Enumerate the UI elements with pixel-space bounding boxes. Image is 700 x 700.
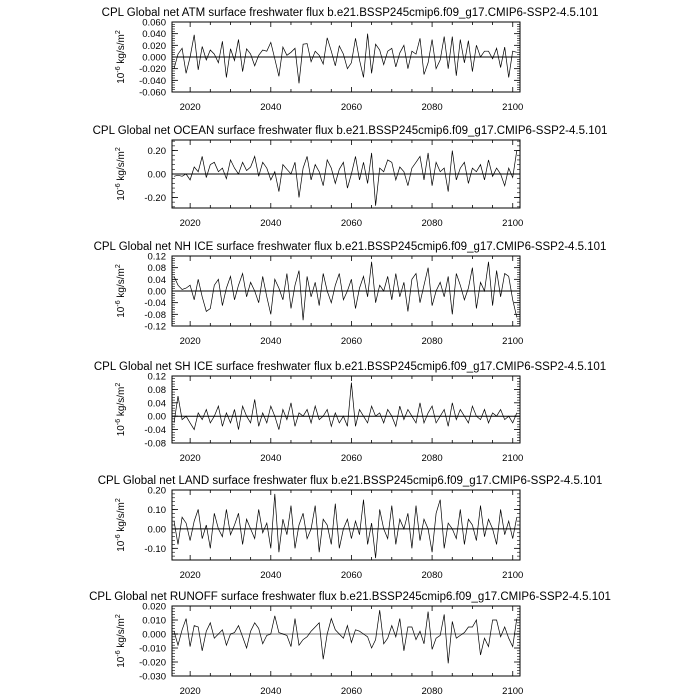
y-tick-label: -0.020	[139, 64, 166, 76]
series-line	[174, 34, 517, 84]
panel-title: CPL Global net OCEAN surface freshwater flux b.e21.BSSP245cmip6.f09_g17.CMIP6-SSP2-4.5.101	[92, 125, 608, 137]
plot-frame	[172, 606, 520, 676]
y-tick-label: 0.040	[142, 29, 166, 41]
x-tick-label: 2100	[502, 570, 524, 581]
y-tick-label: 0.10	[147, 504, 166, 516]
plot-frame	[172, 376, 520, 443]
x-tick-label: 2040	[260, 102, 282, 113]
x-tick-label: 2020	[179, 218, 201, 229]
x-tick-label: 2060	[340, 453, 363, 464]
x-tick-label: 2020	[179, 336, 201, 347]
panel-3	[94, 241, 607, 347]
y-tick-label: -0.020	[139, 657, 166, 669]
y-axis-label	[115, 614, 127, 668]
y-tick-label: 0.000	[142, 52, 166, 64]
x-tick-label: 2060	[340, 218, 363, 229]
panel-6	[89, 591, 611, 697]
ylabel-exponent: -6	[115, 183, 122, 190]
x-tick-label: 2020	[179, 453, 201, 464]
y-tick-label: -0.04	[144, 298, 166, 310]
x-tick-label: 2040	[260, 453, 282, 464]
ylabel-base: 10	[116, 72, 127, 84]
y-tick-label: 0.00	[147, 169, 166, 181]
panel-5	[98, 475, 603, 581]
y-tick-label: 0.020	[142, 40, 166, 52]
y-tick-label: -0.040	[139, 75, 166, 87]
x-tick-label: 2060	[340, 686, 363, 697]
y-tick-label: -0.060	[139, 87, 166, 99]
panel-title: CPL Global net LAND surface freshwater flux b.e21.BSSP245cmip6.f09_g17.CMIP6-SSP2-4.5.101	[97, 475, 603, 487]
y-axis-label	[115, 498, 127, 552]
ylabel-squared: 2	[115, 498, 122, 503]
panel-2	[93, 125, 608, 229]
y-tick-label: 0.20	[147, 146, 166, 158]
x-tick-label: 2040	[260, 218, 282, 229]
ylabel-unit: kg/s/m	[116, 151, 127, 184]
panel-4	[94, 361, 606, 464]
y-tick-label: -0.08	[144, 438, 166, 450]
x-tick-label: 2100	[502, 686, 524, 697]
x-tick-label: 2080	[421, 218, 443, 229]
ylabel-unit: kg/s/m	[116, 268, 127, 301]
panel-title: CPL Global net NH ICE surface freshwater flux b.e21.BSSP245cmip6.f09_g17.CMIP6-SSP2-4.5.101	[93, 241, 607, 253]
y-tick-label: 0.00	[147, 524, 166, 536]
ylabel-unit: kg/s/m	[116, 386, 127, 419]
panel-title: CPL Global net RUNOFF surface freshwater flux b.e21.BSSP245cmip6.f09_g17.CMIP6-SSP2-4.5.101	[89, 591, 611, 603]
y-tick-label: 0.08	[147, 263, 166, 275]
ylabel-squared: 2	[115, 147, 122, 152]
x-tick-label: 2100	[502, 336, 524, 347]
ylabel-squared: 2	[115, 264, 122, 269]
y-tick-label: 0.00	[147, 286, 166, 298]
ylabel-unit: kg/s/m	[116, 618, 127, 651]
panel-title: CPL Global net ATM surface freshwater flux b.e21.BSSP245cmip6.f09_g17.CMIP6-SSP2-4.5.101	[101, 7, 599, 19]
ylabel-base: 10	[116, 540, 127, 552]
y-tick-label: 0.010	[142, 615, 166, 627]
x-tick-label: 2080	[421, 453, 443, 464]
y-tick-label: 0.04	[147, 274, 166, 286]
x-tick-label: 2080	[421, 336, 443, 347]
x-tick-label: 2060	[340, 336, 363, 347]
y-axis-label	[115, 30, 127, 84]
panel-1	[102, 7, 599, 113]
y-tick-label: -0.12	[144, 321, 166, 333]
ylabel-exponent: -6	[115, 650, 122, 657]
x-tick-label: 2100	[502, 218, 524, 229]
x-tick-label: 2080	[421, 570, 443, 581]
x-tick-label: 2040	[260, 336, 282, 347]
ylabel-exponent: -6	[115, 300, 122, 307]
series-line	[174, 383, 517, 430]
x-tick-label: 2060	[340, 570, 363, 581]
x-tick-label: 2020	[179, 570, 201, 581]
ylabel-base: 10	[116, 656, 127, 668]
y-tick-label: 0.000	[142, 629, 166, 641]
x-tick-label: 2040	[260, 686, 282, 697]
ylabel-unit: kg/s/m	[116, 34, 127, 67]
y-axis-label	[115, 147, 127, 201]
x-tick-label: 2060	[340, 102, 363, 113]
ylabel-squared: 2	[115, 382, 122, 387]
ylabel-squared: 2	[115, 30, 122, 35]
series-line	[174, 610, 517, 663]
ylabel-exponent: -6	[115, 534, 122, 541]
x-tick-label: 2040	[260, 570, 282, 581]
x-tick-label: 2080	[421, 686, 443, 697]
y-tick-label: -0.20	[144, 192, 166, 204]
ylabel-exponent: -6	[115, 418, 122, 426]
y-tick-label: -0.030	[139, 671, 166, 683]
ylabel-base: 10	[116, 306, 127, 318]
y-tick-label: 0.020	[142, 601, 166, 613]
series-line	[174, 494, 517, 558]
y-tick-label: -0.010	[139, 643, 166, 655]
y-tick-label: 0.12	[147, 371, 166, 383]
ylabel-exponent: -6	[115, 66, 122, 73]
y-tick-label: -0.08	[144, 309, 166, 321]
x-tick-label: 2020	[179, 102, 201, 113]
y-tick-label: -0.10	[144, 543, 166, 555]
y-tick-label: 0.08	[147, 384, 166, 396]
y-axis-label	[115, 264, 127, 318]
y-tick-label: 0.00	[147, 411, 166, 423]
y-tick-label: 0.04	[147, 398, 166, 410]
x-tick-label: 2080	[421, 102, 443, 113]
y-tick-label: -0.04	[144, 425, 166, 437]
ylabel-squared: 2	[115, 614, 122, 619]
x-tick-label: 2020	[179, 686, 201, 697]
ylabel-base: 10	[116, 425, 127, 437]
y-tick-label: 0.20	[147, 485, 166, 497]
series-line	[174, 151, 517, 206]
ylabel-base: 10	[116, 189, 127, 201]
y-axis-label	[115, 383, 127, 437]
x-tick-label: 2100	[502, 453, 524, 464]
y-tick-label: 0.060	[142, 17, 166, 29]
ylabel-unit: kg/s/m	[116, 502, 127, 535]
panel-title: CPL Global net SH ICE surface freshwater flux b.e21.BSSP245cmip6.f09_g17.CMIP6-SSP2-4.5.101	[93, 361, 607, 373]
y-tick-label: 0.12	[147, 251, 166, 263]
x-tick-label: 2100	[502, 102, 524, 113]
